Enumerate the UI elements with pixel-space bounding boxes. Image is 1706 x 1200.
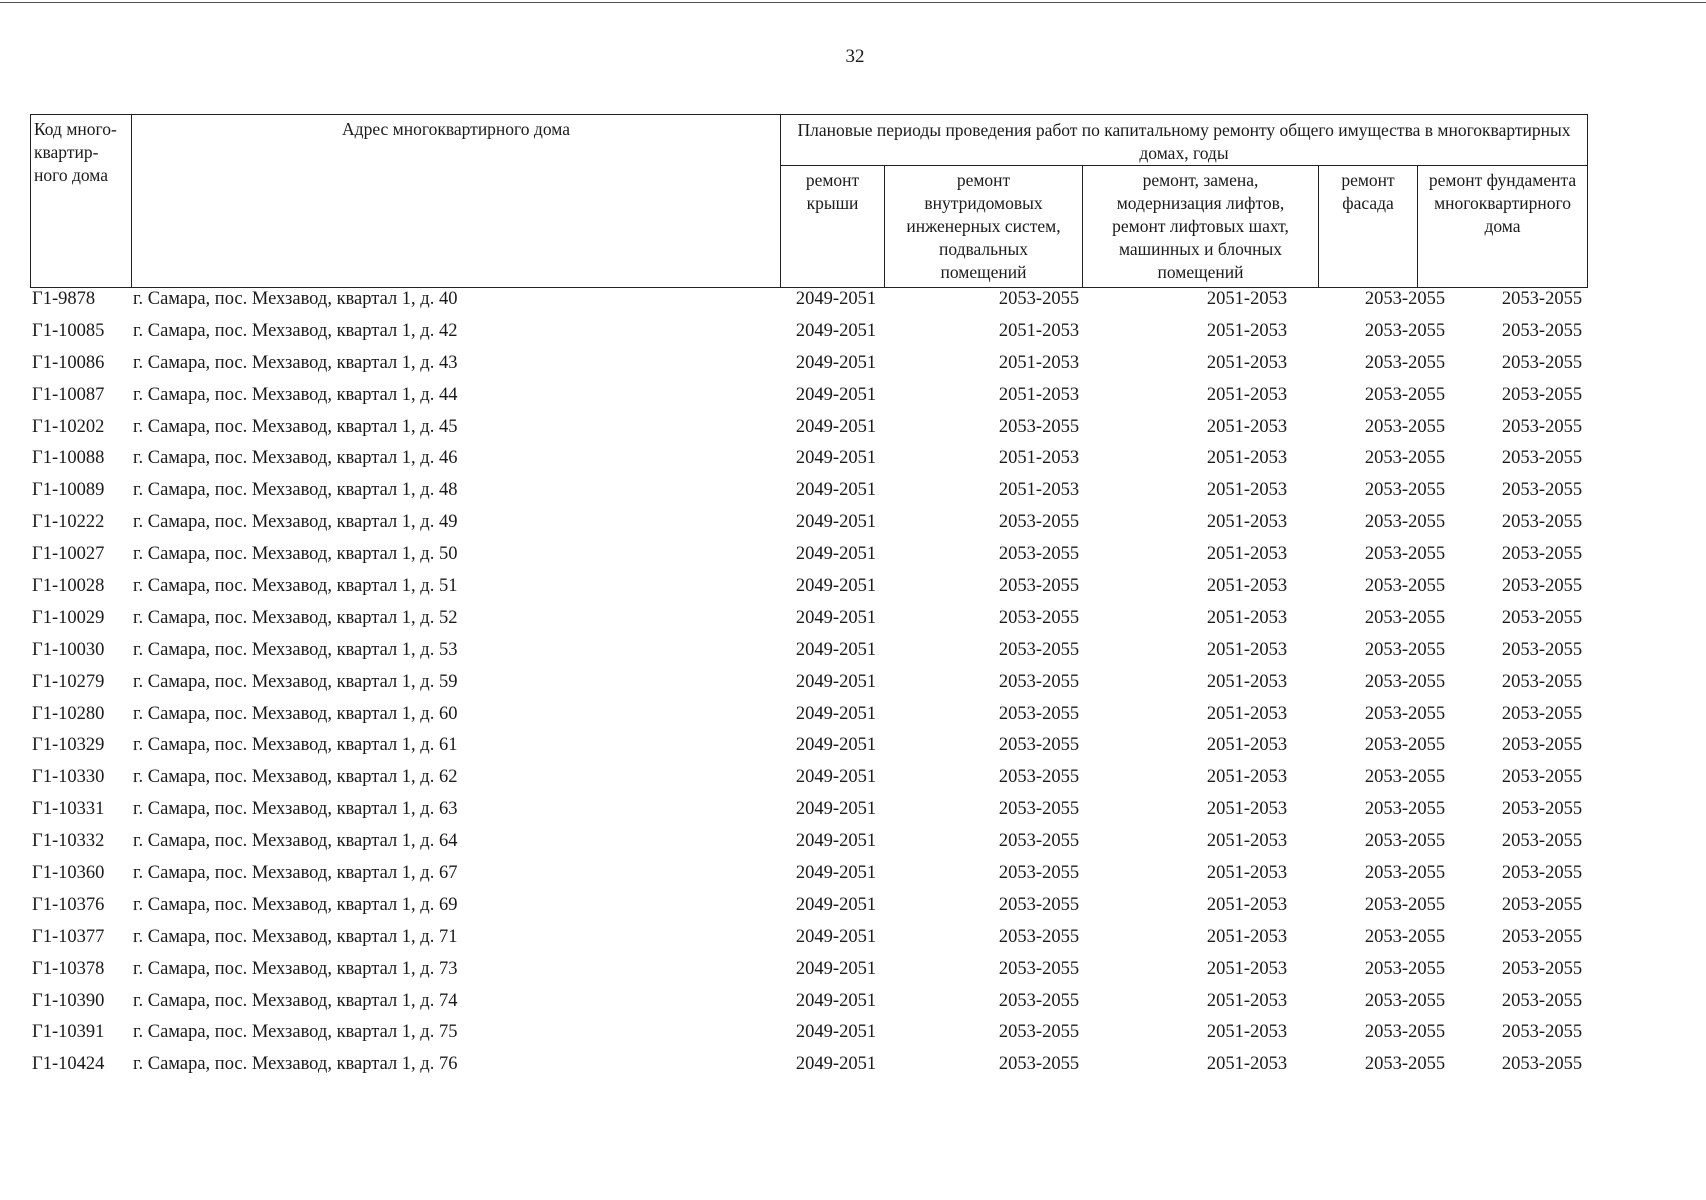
cell-address: г. Самара, пос. Мехзавод, квартал 1, д. 67: [133, 863, 458, 884]
cell-address: г. Самара, пос. Мехзавод, квартал 1, д. 71: [133, 926, 458, 947]
cell-facade: 2053-2055: [1364, 384, 1446, 405]
cell-engineering: 2051-2053: [998, 448, 1080, 469]
table-row: [30, 893, 1587, 925]
cell-foundation: 2053-2055: [1501, 926, 1583, 947]
cell-roof: 2049-2051: [795, 958, 877, 979]
cell-address: г. Самара, пос. Мехзавод, квартал 1, д. 63: [133, 799, 458, 820]
cell-foundation: 2053-2055: [1501, 448, 1583, 469]
cell-code: Г1-10378: [32, 958, 105, 979]
cell-code: Г1-10030: [32, 639, 105, 660]
cell-lifts: 2051-2053: [1206, 639, 1288, 660]
cell-foundation: 2053-2055: [1501, 607, 1583, 628]
cell-engineering: 2053-2055: [998, 671, 1080, 692]
cell-foundation: 2053-2055: [1501, 1054, 1583, 1075]
cell-lifts: 2051-2053: [1206, 990, 1288, 1011]
header-facade: ремонт фасада: [1319, 166, 1418, 288]
cell-engineering: 2053-2055: [998, 926, 1080, 947]
cell-roof: 2049-2051: [795, 863, 877, 884]
cell-code: Г1-10029: [32, 607, 105, 628]
header-engineering: ремонт внутридомовых инженерных систем, подвальных помещений: [885, 166, 1083, 288]
cell-code: Г1-10087: [32, 384, 105, 405]
cell-roof: 2049-2051: [795, 352, 877, 373]
header-lifts: ремонт, замена, модернизация лифтов, ремонт лифтовых шахт, машинных и блочных помещений: [1083, 166, 1319, 288]
cell-engineering: 2053-2055: [998, 289, 1080, 309]
cell-foundation: 2053-2055: [1501, 384, 1583, 405]
cell-roof: 2049-2051: [795, 480, 877, 501]
table-row: [30, 1020, 1587, 1052]
table-row: [30, 957, 1587, 989]
cell-address: г. Самара, пос. Мехзавод, квартал 1, д. 69: [133, 894, 458, 915]
cell-roof: 2049-2051: [795, 416, 877, 437]
table-row: [30, 829, 1587, 861]
cell-foundation: 2053-2055: [1501, 416, 1583, 437]
cell-address: г. Самара, пос. Мехзавод, квартал 1, д. 61: [133, 735, 458, 756]
cell-code: Г1-9878: [32, 289, 96, 309]
cell-engineering: 2053-2055: [998, 1054, 1080, 1075]
cell-engineering: 2053-2055: [998, 512, 1080, 533]
cell-engineering: 2053-2055: [998, 735, 1080, 756]
cell-code: Г1-10330: [32, 767, 105, 788]
cell-roof: 2049-2051: [795, 448, 877, 469]
table-row: [30, 989, 1587, 1021]
cell-code: Г1-10279: [32, 671, 105, 692]
cell-foundation: 2053-2055: [1501, 639, 1583, 660]
cell-lifts: 2051-2053: [1206, 831, 1288, 852]
cell-foundation: 2053-2055: [1501, 958, 1583, 979]
cell-foundation: 2053-2055: [1501, 352, 1583, 373]
cell-address: г. Самара, пос. Мехзавод, квартал 1, д. 48: [133, 480, 458, 501]
cell-address: г. Самара, пос. Мехзавод, квартал 1, д. 46: [133, 448, 458, 469]
header-roof: ремонт крыши: [781, 166, 885, 288]
table-row: [30, 925, 1587, 957]
table-row: [30, 574, 1587, 606]
cell-address: г. Самара, пос. Мехзавод, квартал 1, д. 62: [133, 767, 458, 788]
cell-engineering: 2053-2055: [998, 416, 1080, 437]
cell-engineering: 2053-2055: [998, 639, 1080, 660]
cell-lifts: 2051-2053: [1206, 926, 1288, 947]
cell-address: г. Самара, пос. Мехзавод, квартал 1, д. 64: [133, 831, 458, 852]
cell-lifts: 2051-2053: [1206, 703, 1288, 724]
cell-address: г. Самара, пос. Мехзавод, квартал 1, д. 44: [133, 384, 458, 405]
cell-facade: 2053-2055: [1364, 576, 1446, 597]
cell-address: г. Самара, пос. Мехзавод, квартал 1, д. 50: [133, 544, 458, 565]
cell-lifts: 2051-2053: [1206, 799, 1288, 820]
cell-address: г. Самара, пос. Мехзавод, квартал 1, д. 59: [133, 671, 458, 692]
cell-facade: 2053-2055: [1364, 1054, 1446, 1075]
header-code: Код много- квартир- ного дома: [31, 115, 132, 288]
cell-roof: 2049-2051: [795, 703, 877, 724]
table-row: [30, 861, 1587, 893]
table-row: [30, 765, 1587, 797]
cell-foundation: 2053-2055: [1501, 480, 1583, 501]
cell-roof: 2049-2051: [795, 384, 877, 405]
cell-roof: 2049-2051: [795, 894, 877, 915]
cell-facade: 2053-2055: [1364, 1022, 1446, 1043]
cell-code: Г1-10088: [32, 448, 105, 469]
cell-facade: 2053-2055: [1364, 958, 1446, 979]
cell-roof: 2049-2051: [795, 735, 877, 756]
header-periods-group: Плановые периоды проведения работ по капитальному ремонту общего имущества в многоквартирных домах, годы: [781, 115, 1588, 166]
cell-lifts: 2051-2053: [1206, 544, 1288, 565]
cell-address: г. Самара, пос. Мехзавод, квартал 1, д. 60: [133, 703, 458, 724]
table-row: [30, 670, 1587, 702]
cell-roof: 2049-2051: [795, 576, 877, 597]
cell-foundation: 2053-2055: [1501, 671, 1583, 692]
table-row: [30, 510, 1587, 542]
cell-code: Г1-10377: [32, 926, 105, 947]
cell-facade: 2053-2055: [1364, 703, 1446, 724]
cell-engineering: 2053-2055: [998, 576, 1080, 597]
cell-lifts: 2051-2053: [1206, 863, 1288, 884]
cell-facade: 2053-2055: [1364, 544, 1446, 565]
cell-address: г. Самара, пос. Мехзавод, квартал 1, д. 40: [133, 289, 458, 309]
header-address: Адрес многоквартирного дома: [132, 115, 781, 288]
page-number: 32: [845, 46, 865, 67]
cell-engineering: 2053-2055: [998, 607, 1080, 628]
cell-code: Г1-10028: [32, 576, 105, 597]
table-row: [30, 638, 1587, 670]
cell-address: г. Самара, пос. Мехзавод, квартал 1, д. 75: [133, 1022, 458, 1043]
cell-facade: 2053-2055: [1364, 480, 1446, 501]
cell-lifts: 2051-2053: [1206, 289, 1288, 309]
cell-facade: 2053-2055: [1364, 607, 1446, 628]
table-row: [30, 287, 1587, 319]
cell-address: г. Самара, пос. Мехзавод, квартал 1, д. 49: [133, 512, 458, 533]
cell-lifts: 2051-2053: [1206, 576, 1288, 597]
cell-facade: 2053-2055: [1364, 352, 1446, 373]
cell-lifts: 2051-2053: [1206, 958, 1288, 979]
cell-foundation: 2053-2055: [1501, 894, 1583, 915]
cell-facade: 2053-2055: [1364, 894, 1446, 915]
cell-foundation: 2053-2055: [1501, 703, 1583, 724]
cell-address: г. Самара, пос. Мехзавод, квартал 1, д. 73: [133, 958, 458, 979]
cell-code: Г1-10085: [32, 320, 105, 341]
cell-lifts: 2051-2053: [1206, 607, 1288, 628]
cell-roof: 2049-2051: [795, 799, 877, 820]
cell-address: г. Самара, пос. Мехзавод, квартал 1, д. 42: [133, 320, 458, 341]
cell-foundation: 2053-2055: [1501, 735, 1583, 756]
cell-code: Г1-10331: [32, 799, 105, 820]
cell-lifts: 2051-2053: [1206, 416, 1288, 437]
cell-foundation: 2053-2055: [1501, 320, 1583, 341]
cell-lifts: 2051-2053: [1206, 352, 1288, 373]
table-row: [30, 383, 1587, 415]
cell-lifts: 2051-2053: [1206, 384, 1288, 405]
cell-code: Г1-10222: [32, 512, 105, 533]
table-row: [30, 606, 1587, 638]
cell-foundation: 2053-2055: [1501, 289, 1583, 309]
table-row: [30, 446, 1587, 478]
cell-lifts: 2051-2053: [1206, 767, 1288, 788]
cell-engineering: 2053-2055: [998, 703, 1080, 724]
header-foundation: ремонт фундамента многоквартирного дома: [1418, 166, 1588, 288]
cell-roof: 2049-2051: [795, 671, 877, 692]
cell-roof: 2049-2051: [795, 607, 877, 628]
cell-lifts: 2051-2053: [1206, 512, 1288, 533]
table-row: [30, 733, 1587, 765]
cell-facade: 2053-2055: [1364, 831, 1446, 852]
cell-facade: 2053-2055: [1364, 767, 1446, 788]
table-header: [30, 114, 1588, 288]
cell-engineering: 2053-2055: [998, 1022, 1080, 1043]
cell-code: Г1-10390: [32, 990, 105, 1011]
table-row: [30, 319, 1587, 351]
cell-foundation: 2053-2055: [1501, 831, 1583, 852]
cell-lifts: 2051-2053: [1206, 1022, 1288, 1043]
cell-address: г. Самара, пос. Мехзавод, квартал 1, д. 52: [133, 607, 458, 628]
table-row: [30, 702, 1587, 734]
table-row: [30, 1052, 1587, 1084]
cell-facade: 2053-2055: [1364, 799, 1446, 820]
cell-code: Г1-10360: [32, 863, 105, 884]
cell-code: Г1-10376: [32, 894, 105, 915]
cell-lifts: 2051-2053: [1206, 448, 1288, 469]
cell-engineering: 2053-2055: [998, 767, 1080, 788]
cell-lifts: 2051-2053: [1206, 1054, 1288, 1075]
cell-code: Г1-10332: [32, 831, 105, 852]
cell-address: г. Самара, пос. Мехзавод, квартал 1, д. 74: [133, 990, 458, 1011]
table-row: [30, 478, 1587, 510]
table-body: [30, 287, 1587, 1084]
cell-code: Г1-10424: [32, 1054, 105, 1075]
cell-roof: 2049-2051: [795, 926, 877, 947]
cell-lifts: 2051-2053: [1206, 735, 1288, 756]
cell-lifts: 2051-2053: [1206, 320, 1288, 341]
cell-lifts: 2051-2053: [1206, 671, 1288, 692]
cell-roof: 2049-2051: [795, 767, 877, 788]
cell-facade: 2053-2055: [1364, 735, 1446, 756]
cell-code: Г1-10280: [32, 703, 105, 724]
cell-roof: 2049-2051: [795, 639, 877, 660]
cell-lifts: 2051-2053: [1206, 894, 1288, 915]
cell-engineering: 2051-2053: [998, 352, 1080, 373]
cell-facade: 2053-2055: [1364, 926, 1446, 947]
cell-facade: 2053-2055: [1364, 416, 1446, 437]
cell-address: г. Самара, пос. Мехзавод, квартал 1, д. 43: [133, 352, 458, 373]
cell-code: Г1-10027: [32, 544, 105, 565]
cell-foundation: 2053-2055: [1501, 990, 1583, 1011]
cell-foundation: 2053-2055: [1501, 576, 1583, 597]
cell-engineering: 2053-2055: [998, 894, 1080, 915]
cell-code: Г1-10329: [32, 735, 105, 756]
cell-roof: 2049-2051: [795, 1022, 877, 1043]
cell-code: Г1-10391: [32, 1022, 105, 1043]
cell-lifts: 2051-2053: [1206, 480, 1288, 501]
cell-engineering: 2053-2055: [998, 990, 1080, 1011]
table-row: [30, 351, 1587, 383]
cell-engineering: 2051-2053: [998, 480, 1080, 501]
cell-roof: 2049-2051: [795, 990, 877, 1011]
cell-facade: 2053-2055: [1364, 990, 1446, 1011]
table-row: [30, 415, 1587, 447]
cell-engineering: 2053-2055: [998, 799, 1080, 820]
cell-roof: 2049-2051: [795, 512, 877, 533]
cell-engineering: 2051-2053: [998, 384, 1080, 405]
cell-foundation: 2053-2055: [1501, 799, 1583, 820]
cell-facade: 2053-2055: [1364, 863, 1446, 884]
cell-foundation: 2053-2055: [1501, 1022, 1583, 1043]
cell-code: Г1-10089: [32, 480, 105, 501]
cell-facade: 2053-2055: [1364, 448, 1446, 469]
cell-code: Г1-10202: [32, 416, 105, 437]
cell-roof: 2049-2051: [795, 831, 877, 852]
top-border-line: [0, 2, 1706, 3]
cell-foundation: 2053-2055: [1501, 767, 1583, 788]
cell-roof: 2049-2051: [795, 544, 877, 565]
cell-address: г. Самара, пос. Мехзавод, квартал 1, д. 51: [133, 576, 458, 597]
cell-address: г. Самара, пос. Мехзавод, квартал 1, д. 76: [133, 1054, 458, 1075]
cell-facade: 2053-2055: [1364, 289, 1446, 309]
cell-engineering: 2053-2055: [998, 863, 1080, 884]
cell-engineering: 2053-2055: [998, 544, 1080, 565]
cell-foundation: 2053-2055: [1501, 544, 1583, 565]
cell-engineering: 2053-2055: [998, 958, 1080, 979]
cell-engineering: 2053-2055: [998, 831, 1080, 852]
cell-facade: 2053-2055: [1364, 671, 1446, 692]
cell-facade: 2053-2055: [1364, 639, 1446, 660]
cell-foundation: 2053-2055: [1501, 863, 1583, 884]
cell-facade: 2053-2055: [1364, 320, 1446, 341]
cell-code: Г1-10086: [32, 352, 105, 373]
cell-roof: 2049-2051: [795, 1054, 877, 1075]
cell-engineering: 2051-2053: [998, 320, 1080, 341]
cell-address: г. Самара, пос. Мехзавод, квартал 1, д. 45: [133, 416, 458, 437]
table-row: [30, 797, 1587, 829]
cell-roof: 2049-2051: [795, 320, 877, 341]
cell-roof: 2049-2051: [795, 289, 877, 309]
cell-address: г. Самара, пос. Мехзавод, квартал 1, д. 53: [133, 639, 458, 660]
cell-facade: 2053-2055: [1364, 512, 1446, 533]
table-row: [30, 542, 1587, 574]
cell-foundation: 2053-2055: [1501, 512, 1583, 533]
